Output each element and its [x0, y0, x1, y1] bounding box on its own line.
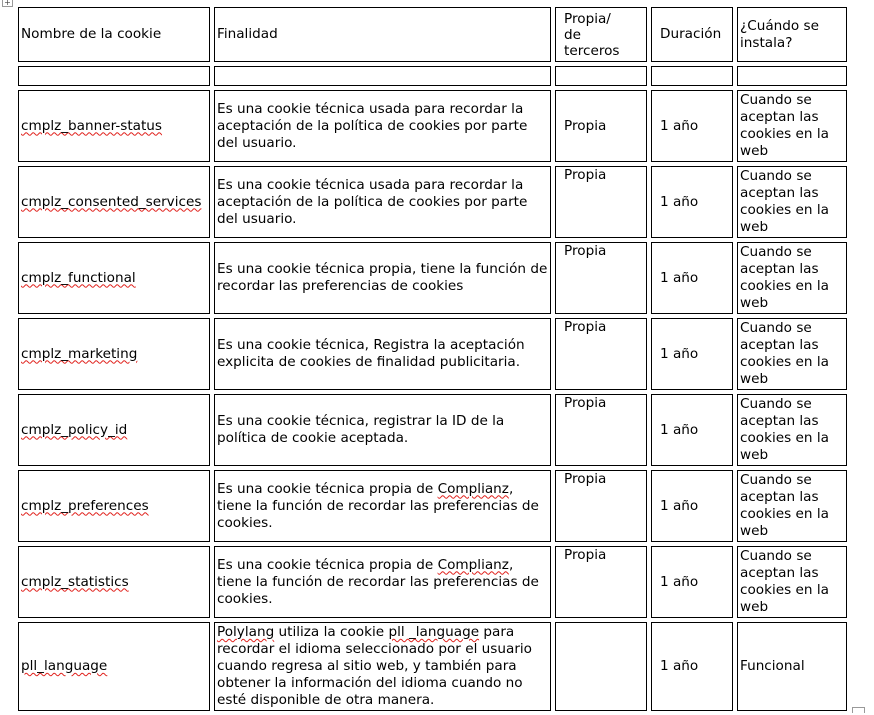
cookie-name: cmplz_statistics [18, 546, 210, 618]
cookie-when: Cuando se aceptan las cookies en la web [737, 242, 847, 314]
cookie-purpose: Es una cookie técnica propia, tiene la función de recordar las preferencias de cookies [214, 242, 551, 314]
cookie-duration: 1 año [651, 90, 733, 162]
cookie-owner: Propia [555, 470, 647, 542]
cookie-duration: 1 año [651, 394, 733, 466]
header-owner: Propia/ de terceros [555, 7, 647, 62]
cookie-purpose: Polylang utiliza la cookie pll _language para recordar el idioma seleccionado por el usuario cuando regresa al sitio web, y también para obtener la información del idioma cuando no esté disponible de otra manera. [214, 622, 551, 711]
cookie-name: cmplz_functional [18, 242, 210, 314]
cookie-duration: 1 año [651, 546, 733, 618]
empty-cell [18, 66, 210, 86]
table-row [18, 394, 847, 466]
cookie-purpose: Es una cookie técnica propia de Complianz, tiene la función de recordar las preferencias de cookies. [214, 546, 551, 618]
header-when: ¿Cuándo se instala? [737, 7, 847, 62]
cookie-table [14, 3, 851, 715]
table-row [18, 166, 847, 238]
cookie-when: Cuando se aceptan las cookies en la web [737, 546, 847, 618]
cookie-owner: Propia [555, 318, 647, 390]
cookie-when: Cuando se aceptan las cookies en la web [737, 470, 847, 542]
cookie-owner [555, 622, 647, 711]
cookie-when: Cuando se aceptan las cookies en la web [737, 318, 847, 390]
cookie-when: Cuando se aceptan las cookies en la web [737, 394, 847, 466]
table-row [18, 622, 847, 711]
cookie-name: cmplz_policy_id [18, 394, 210, 466]
empty-cell [214, 66, 551, 86]
cookie-owner: Propia [555, 546, 647, 618]
table-move-handle-icon[interactable]: + [2, 0, 13, 7]
table-header-row [18, 7, 847, 62]
table-row [18, 90, 847, 162]
header-name: Nombre de la cookie [18, 7, 210, 62]
cookie-purpose: Es una cookie técnica usada para recordar la aceptación de la política de cookies por parte del usuario. [214, 90, 551, 162]
cookie-duration: 1 año [651, 622, 733, 711]
table-row [18, 318, 847, 390]
cookie-when: Cuando se aceptan las cookies en la web [737, 90, 847, 162]
cookie-name: cmplz_consented_services [18, 166, 210, 238]
cookie-owner: Propia [555, 90, 647, 162]
empty-cell [555, 66, 647, 86]
cookie-owner: Propia [555, 394, 647, 466]
cookie-duration: 1 año [651, 166, 733, 238]
cookie-duration: 1 año [651, 318, 733, 390]
empty-cell [651, 66, 733, 86]
cookie-owner: Propia [555, 166, 647, 238]
table-row [18, 546, 847, 618]
empty-row [18, 66, 847, 86]
cookie-purpose: Es una cookie técnica propia de Complianz, tiene la función de recordar las preferencias de cookies. [214, 470, 551, 542]
empty-cell [737, 66, 847, 86]
table-resize-handle-icon[interactable] [852, 707, 865, 713]
header-duration: Duración [651, 7, 733, 62]
cookie-purpose: Es una cookie técnica usada para recordar la aceptación de la política de cookies por parte del usuario. [214, 166, 551, 238]
table-row [18, 470, 847, 542]
cookie-name: cmplz_preferences [18, 470, 210, 542]
cookie-purpose: Es una cookie técnica, registrar la ID de la política de cookie aceptada. [214, 394, 551, 466]
cookie-purpose: Es una cookie técnica, Registra la aceptación explicita de cookies de finalidad publicitaria. [214, 318, 551, 390]
cookie-duration: 1 año [651, 470, 733, 542]
cookie-name: pll_language [18, 622, 210, 711]
cookie-name: cmplz_banner-status [18, 90, 210, 162]
header-purpose: Finalidad [214, 7, 551, 62]
cookie-when: Cuando se aceptan las cookies en la web [737, 166, 847, 238]
cookie-owner: Propia [555, 242, 647, 314]
cookie-name: cmplz_marketing [18, 318, 210, 390]
table-row [18, 242, 847, 314]
cookie-duration: 1 año [651, 242, 733, 314]
cookie-when: Funcional [737, 622, 847, 711]
